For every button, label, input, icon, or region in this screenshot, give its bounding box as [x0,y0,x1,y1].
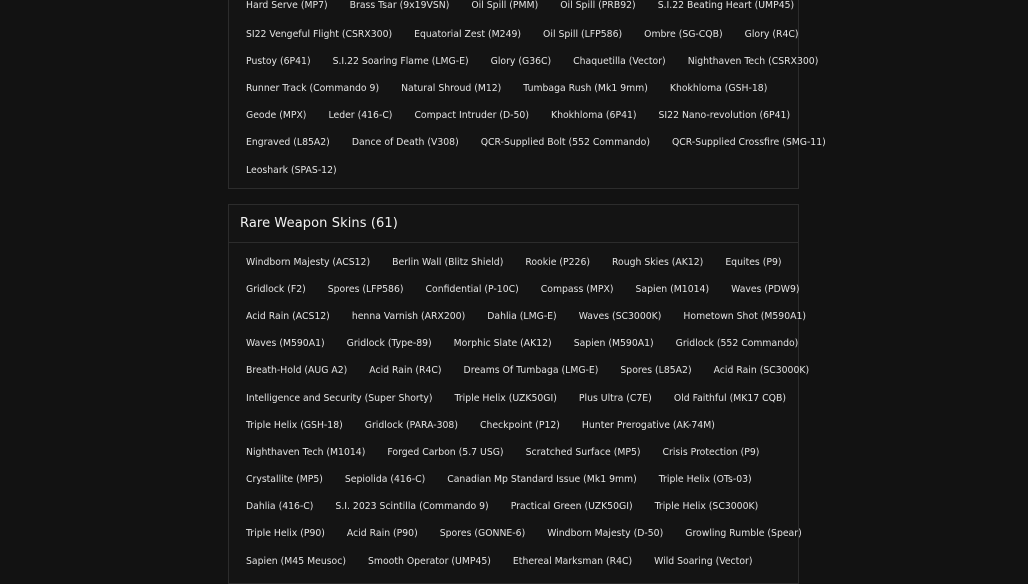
skin-chip[interactable]: Pustoy (6P41) [246,55,311,67]
skin-chip[interactable]: Breath-Hold (AUG A2) [246,365,348,377]
chip-row [229,276,798,303]
skin-chip[interactable]: Ombre (SG-CQB) [644,28,723,40]
skin-chip[interactable]: Dahlia (416-C) [246,501,314,513]
chip-row [229,548,798,575]
skin-chip[interactable]: Intelligence and Security (Super Shorty) [246,392,433,404]
skin-chip[interactable]: Compass (MPX) [540,283,614,295]
skin-chip[interactable]: Crisis Protection (P9) [662,446,760,458]
chip-row [229,331,798,358]
chip-row [229,412,798,439]
skin-chip[interactable]: Nighthaven Tech (M1014) [246,446,366,458]
skin-chip[interactable]: Leoshark (SPAS-12) [246,164,337,176]
skin-chip[interactable]: Windborn Majesty (D-50) [547,528,664,540]
chip-row [229,521,802,548]
section-header [229,205,798,243]
skin-chip[interactable]: Khokhloma (GSH-18) [669,82,768,94]
skin-chip[interactable]: SI22 Vengeful Flight (CSRX300) [246,28,393,40]
chip-row [229,130,826,157]
skin-chip[interactable]: Forged Carbon (5.7 USG) [387,446,504,458]
skin-chip[interactable]: Growling Rumble (Spear) [685,528,802,540]
skin-chip[interactable]: Dahlia (LMG-E) [487,310,557,322]
skin-chip[interactable]: QCR-Supplied Bolt (552 Commando) [480,137,650,149]
skin-chip[interactable]: Windborn Majesty (ACS12) [246,256,371,268]
chip-row [229,467,798,494]
chip-row [229,103,798,130]
skin-chip[interactable]: Chaquetilla (Vector) [573,55,666,67]
skin-chip[interactable]: Morphic Slate (AK12) [453,338,552,350]
skin-chip[interactable]: Gridlock (Type-89) [346,338,432,350]
skin-chip[interactable]: Dance of Death (V308) [351,137,459,149]
skin-chip[interactable]: Compact Intruder (D-50) [414,110,529,122]
skin-chip[interactable]: Sapien (M590A1) [573,338,654,350]
skin-chip[interactable]: Hunter Prerogative (AK-74M) [581,419,715,431]
skin-chip[interactable]: Confidential (P-10C) [425,283,519,295]
skin-chip[interactable]: Hometown Shot (M590A1) [683,310,807,322]
skin-chip[interactable]: Oil Spill (PRB92) [560,0,636,11]
skin-chip[interactable]: Leder (416-C) [328,110,393,122]
skin-chip[interactable]: Geode (MPX) [246,110,307,122]
skin-chip[interactable]: Acid Rain (R4C) [369,365,442,377]
skin-chip[interactable]: Equatorial Zest (M249) [414,28,522,40]
skin-chip[interactable]: QCR-Supplied Crossfire (SMG-11) [671,137,826,149]
skin-chip[interactable]: Wild Soaring (Vector) [654,555,753,567]
skin-chip[interactable]: S.I.22 Beating Heart (UMP45) [657,0,795,11]
skin-chip[interactable]: Acid Rain (SC3000K) [713,365,810,377]
skin-chip[interactable]: Sapien (M45 Meusoc) [246,555,346,567]
skin-chip[interactable]: Practical Green (UZK50GI) [510,501,633,513]
chip-row [229,303,807,330]
skin-chip[interactable]: Checkpoint (P12) [479,419,560,431]
top-skins-list [229,0,826,184]
skin-chip[interactable]: Acid Rain (ACS12) [246,310,330,322]
skin-chip[interactable]: Engraved (L85A2) [246,137,330,149]
chip-row [229,48,819,75]
skin-chip[interactable]: Sepiolida (416-C) [344,474,426,486]
chip-row [229,157,798,184]
skin-chip[interactable]: Ethereal Marksman (R4C) [512,555,633,567]
chip-row [229,385,798,412]
skin-chip[interactable]: Scratched Surface (MP5) [525,446,641,458]
skin-chip[interactable]: Triple Helix (GSH-18) [246,419,343,431]
skin-chip[interactable]: Smooth Operator (UMP45) [368,555,491,567]
chip-row [229,249,798,276]
chip-row [229,358,810,385]
chip-row [229,21,798,48]
skin-chip[interactable]: Triple Helix (OTs-03) [658,474,752,486]
skin-chip[interactable]: Dreams Of Tumbaga (LMG-E) [463,365,599,377]
skin-chip[interactable]: Brass Tsar (9x19VSN) [349,0,450,11]
skin-chip[interactable]: Gridlock (PARA-308) [364,419,458,431]
chip-row [229,494,798,521]
skin-chip[interactable]: Glory (G36C) [490,55,552,67]
skin-chip[interactable]: Equites (P9) [725,256,782,268]
skin-chip[interactable]: Waves (M590A1) [246,338,325,350]
skin-chip[interactable]: Old Faithful (MK17 CQB) [673,392,786,404]
skin-chip[interactable]: Nighthaven Tech (CSRX300) [687,55,819,67]
chip-row [229,0,798,21]
top-skins-panel [228,0,826,189]
skin-chip[interactable]: Spores (GONNE-6) [439,528,526,540]
rare-skins-panel [228,204,810,584]
skin-chip[interactable]: Waves (SC3000K) [578,310,662,322]
skin-chip[interactable]: Oil Spill (PMM) [471,0,539,11]
skin-chip[interactable]: Berlin Wall (Blitz Shield) [392,256,504,268]
skin-chip[interactable]: Sapien (M1014) [635,283,710,295]
skin-chip[interactable]: Gridlock (552 Commando) [675,338,799,350]
chip-row [229,75,798,102]
skin-chip[interactable]: S.I. 2023 Scintilla (Commando 9) [335,501,489,513]
chip-row [229,439,798,466]
skin-chip[interactable]: Hard Serve (MP7) [246,0,328,11]
skin-chip[interactable]: Triple Helix (P90) [246,528,325,540]
skin-chip[interactable]: Plus Ultra (C7E) [578,392,652,404]
skin-chip[interactable]: Natural Shroud (M12) [401,82,502,94]
skin-chip[interactable]: Spores (L85A2) [620,365,692,377]
skin-chip[interactable]: Gridlock (F2) [246,283,306,295]
skin-chip[interactable]: Triple Helix (UZK50GI) [454,392,557,404]
skin-chip[interactable]: Rough Skies (AK12) [612,256,704,268]
skin-chip[interactable]: Khokhloma (6P41) [550,110,637,122]
section-title: Rare Weapon Skins (61) [240,216,398,231]
skin-chip[interactable]: Triple Helix (SC3000K) [654,501,759,513]
rare-skins-list [229,249,810,575]
skin-chip[interactable]: S.I.22 Soaring Flame (LMG-E) [332,55,469,67]
skin-chip[interactable]: Canadian Mp Standard Issue (Mk1 9mm) [447,474,637,486]
skin-chip[interactable]: Oil Spill (LFP586) [543,28,623,40]
skin-chip[interactable]: Waves (PDW9) [731,283,800,295]
skin-chip[interactable]: Rookie (P226) [525,256,590,268]
skin-chip[interactable]: Runner Track (Commando 9) [246,82,380,94]
skin-chip[interactable]: Spores (LFP586) [327,283,404,295]
skin-chip[interactable]: Acid Rain (P90) [346,528,418,540]
skin-chip[interactable]: Glory (R4C) [744,28,799,40]
skin-chip[interactable]: Crystallite (MP5) [246,474,323,486]
skin-chip[interactable]: Tumbaga Rush (Mk1 9mm) [523,82,648,94]
skin-chip[interactable]: SI22 Nano-revolution (6P41) [658,110,791,122]
skin-chip[interactable]: henna Varnish (ARX200) [351,310,466,322]
